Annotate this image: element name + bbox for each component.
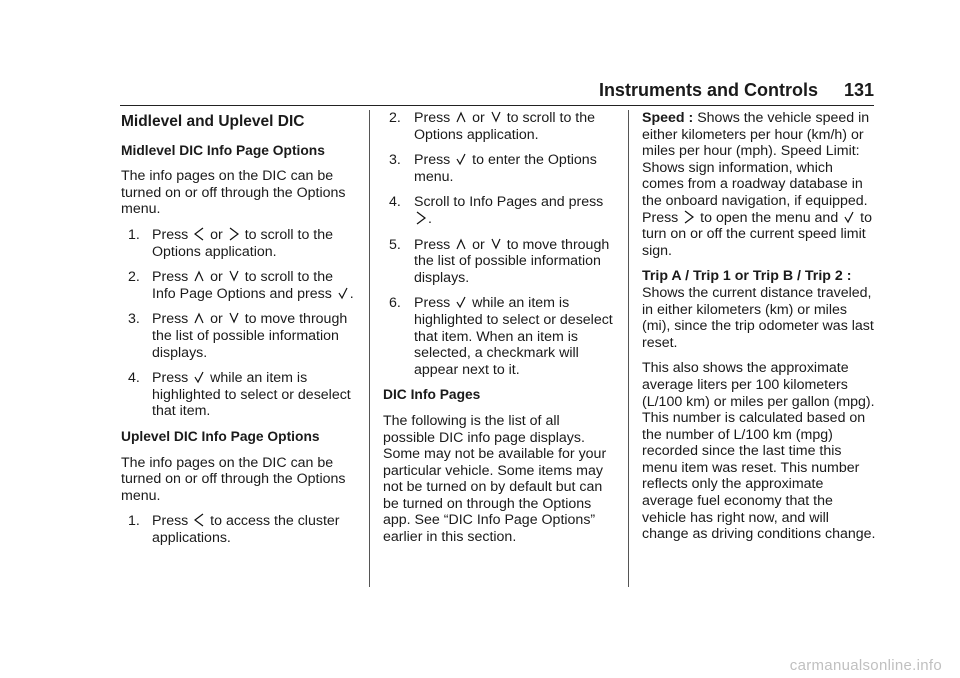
page-header (599, 80, 874, 101)
term-trip: Trip A / Trip 1 or Trip B / Trip 2 : (642, 268, 852, 285)
chevron-up-icon (194, 269, 204, 283)
chevron-down-icon (229, 311, 239, 325)
chevron-down-icon (229, 269, 239, 283)
chevron-left-icon (194, 227, 204, 241)
list-item: 1. Press or to scroll to the Options application. (128, 226, 334, 260)
checkmark-icon (456, 152, 466, 166)
section-title: Instruments and Controls (598, 80, 818, 100)
speed-entry: Speed : Shows the vehicle speed in either kilometers per hour (km/h) or miles per hour (mph). Speed Limit: Shows sign information, which comes from a roadway database in the onboard navigation, if equipped. Press to open the menu and to turn on or off the current speed limit sign. (642, 110, 872, 259)
list-item: 5. Press or to move through the list of possible information displays. (389, 236, 610, 286)
watermark: carmanualsonline.info (789, 657, 942, 674)
subheading: Uplevel DIC Info Page Options (121, 428, 320, 444)
chevron-right-icon (229, 227, 239, 241)
checkmark-icon (844, 210, 854, 224)
chevron-up-icon (456, 110, 466, 124)
list-item: 6. Press while an item is highlighted to select or deselect that item. When an item is selected, a checkmark will appear next to it. (389, 295, 613, 378)
chevron-right-icon (416, 211, 426, 225)
paragraph: The info pages on the DIC can be turned on or off through the Options menu. (121, 454, 346, 504)
list-item: 2. Press or to scroll to the Info Page Options and press . (128, 269, 354, 302)
section-heading: Midlevel and Uplevel DIC (121, 113, 305, 130)
list-item: 3. Press or to move through the list of possible information displays. (128, 311, 348, 361)
checkmark-icon (456, 295, 466, 309)
chevron-left-icon (194, 513, 204, 527)
subheading: DIC Info Pages (383, 387, 481, 403)
list-item: 1. Press to access the cluster applications. (128, 513, 340, 546)
checkmark-icon (338, 286, 348, 300)
list-item: 3. Press to enter the Options menu. (389, 152, 597, 185)
chevron-up-icon (194, 311, 204, 325)
list-item: 4. Press while an item is highlighted to select or deselect that item. (128, 370, 351, 420)
column-divider (369, 110, 370, 587)
chevron-up-icon (456, 237, 466, 251)
paragraph: The info pages on the DIC can be turned on or off through the Options menu. (121, 168, 346, 218)
column-3 (642, 110, 878, 552)
chevron-down-icon (491, 237, 501, 251)
header-rule (120, 105, 874, 106)
checkmark-icon (194, 370, 204, 384)
term-speed: Speed : (642, 110, 694, 126)
chevron-down-icon (491, 110, 501, 124)
column-divider (628, 110, 629, 587)
trip-entry: Trip A / Trip 1 or Trip B / Trip 2 : Shows the current distance traveled, in either kilometers (km) or miles (mi), since the trip odometer was last reset. (642, 268, 874, 351)
column-2 (383, 110, 613, 555)
chevron-right-icon (684, 210, 694, 224)
column-1 (121, 110, 356, 555)
paragraph: This also shows the approximate average liters per 100 kilometers (L/100 km) or miles per gallon (mpg). This number is calculated based on the number of L/100 km (mpg) recorded since the last time this menu item was reset. This number reflects only the approximate average fuel economy that the vehicle has right now, and will change as driving conditions change. (642, 360, 876, 543)
list-item: 4. Scroll to Info Pages and press . (389, 194, 604, 227)
page-number: 131 (843, 80, 874, 100)
paragraph: The following is the list of all possible DIC info page displays. Some may not be available for your particular vehicle. Some items may not be turned on by default but can be turned on through the Options app. See “DIC Info Page Options” earlier in this section. (383, 412, 607, 546)
list-item: 2. Press or to scroll to the Options application. (389, 110, 596, 143)
subheading: Midlevel DIC Info Page Options (121, 142, 325, 158)
